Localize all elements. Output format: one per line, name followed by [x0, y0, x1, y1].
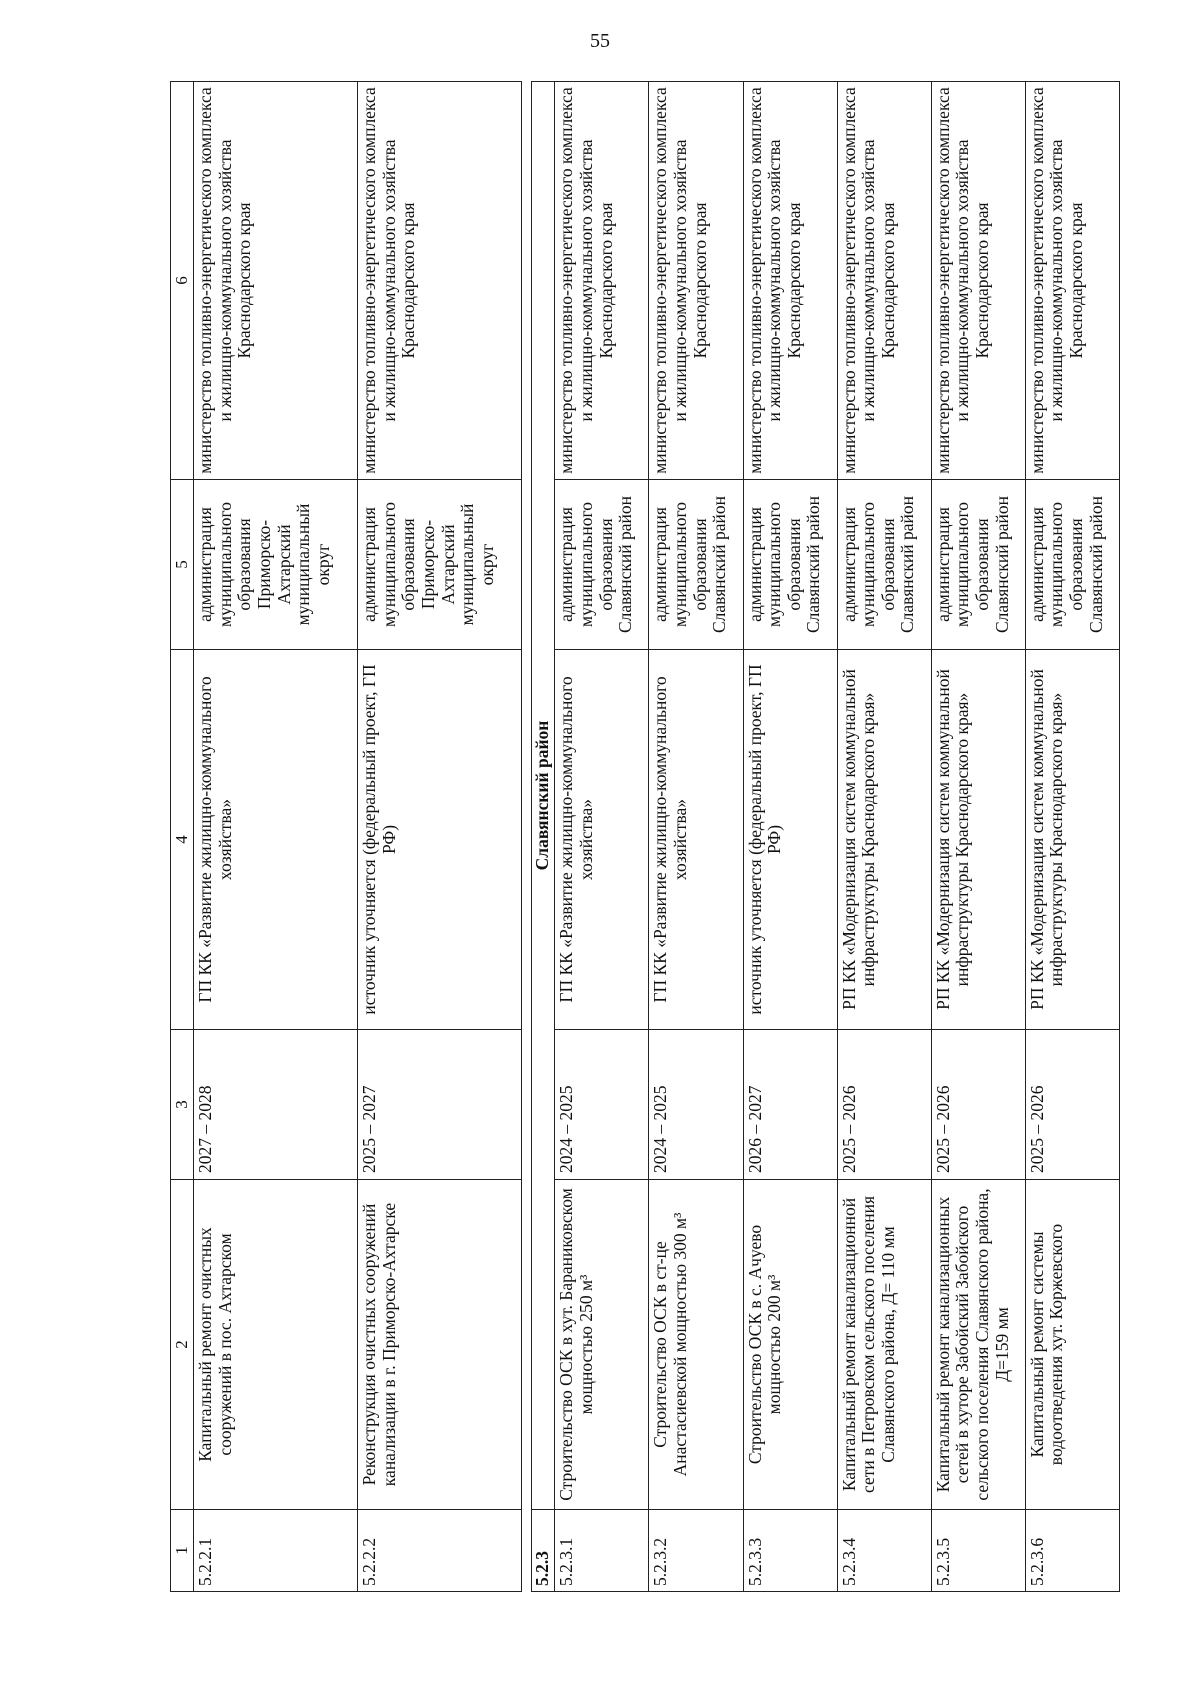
table-row	[931, 82, 1025, 1592]
coordinator: министерство топливно-энергетического комплекса и жилищно-коммунального хозяйства Краснодарского края	[649, 82, 743, 480]
table-row	[555, 82, 649, 1592]
period: 2025 – 2026	[1025, 1030, 1119, 1180]
section-number: 5.2.3	[531, 1510, 555, 1592]
funding-source: РП КК «Модернизация систем коммунальной инфраструктуры Краснодарского края»	[931, 650, 1025, 1030]
measure-name: Строительство ОСК в хут. Бараниковском мощностью 250 м³	[555, 1180, 649, 1510]
funding-source: источник уточняется (федеральный проект, ГП РФ)	[358, 650, 522, 1030]
table-row	[649, 82, 743, 1592]
table-row	[358, 82, 522, 1592]
table-rotation-frame	[170, 82, 1120, 1592]
column-number-6: 6	[171, 82, 194, 480]
row-number: 5.2.2.1	[194, 1510, 358, 1592]
executor: администрация муниципального образования Славянский район	[743, 480, 837, 650]
column-number-3: 3	[171, 1030, 194, 1180]
funding-source: ГП КК «Развитие жилищно-коммунального хозяйства»	[649, 650, 743, 1030]
measure-name: Строительство ОСК в с. Ачуево мощностью 200 м³	[743, 1180, 837, 1510]
period: 2026 – 2027	[743, 1030, 837, 1180]
table-row	[194, 82, 358, 1592]
column-number-2: 2	[171, 1180, 194, 1510]
coordinator: министерство топливно-энергетического комплекса и жилищно-коммунального хозяйства Краснодарского края	[837, 82, 931, 480]
measure-name: Капитальный ремонт очистных сооружений в пос. Ахтарском	[194, 1180, 358, 1510]
executor: администрация муниципального образования Славянский район	[649, 480, 743, 650]
table-row	[837, 82, 931, 1592]
row-number: 5.2.3.3	[743, 1510, 837, 1592]
table-row	[1025, 82, 1119, 1592]
row-number: 5.2.3.6	[1025, 1510, 1119, 1592]
funding-source: ГП КК «Развитие жилищно-коммунального хозяйства»	[194, 650, 358, 1030]
row-number: 5.2.3.4	[837, 1510, 931, 1592]
period: 2025 – 2026	[837, 1030, 931, 1180]
funding-source: РП КК «Модернизация систем коммунальной инфраструктуры Краснодарского края»	[837, 650, 931, 1030]
coordinator: министерство топливно-энергетического комплекса и жилищно-коммунального хозяйства Краснодарского края	[931, 82, 1025, 480]
measure-name: Капитальный ремонт канализационных сетей в хуторе Забойский Забойского сельского поселения Славянского района, Д=159 мм	[931, 1180, 1025, 1510]
coordinator: министерство топливно-энергетического комплекса и жилищно-коммунального хозяйства Краснодарского края	[555, 82, 649, 480]
period: 2027 – 2028	[194, 1030, 358, 1180]
coordinator: министерство топливно-энергетического комплекса и жилищно-коммунального хозяйства Краснодарского края	[1025, 82, 1119, 480]
row-number: 5.2.3.1	[555, 1510, 649, 1592]
row-number: 5.2.3.2	[649, 1510, 743, 1592]
column-number-4: 4	[171, 650, 194, 1030]
period: 2024 – 2025	[649, 1030, 743, 1180]
period: 2025 – 2027	[358, 1030, 522, 1180]
period: 2025 – 2026	[931, 1030, 1025, 1180]
column-number-5: 5	[171, 480, 194, 650]
executor: администрация муниципального образования Славянский район	[931, 480, 1025, 650]
funding-source: РП КК «Модернизация систем коммунальной инфраструктуры Краснодарского края»	[1025, 650, 1119, 1030]
table-gap	[522, 82, 532, 1592]
column-number-1: 1	[171, 1510, 194, 1592]
executor: администрация муниципального образования Славянский район	[837, 480, 931, 650]
coordinator: министерство топливно-энергетического комплекса и жилищно-коммунального хозяйства Краснодарского края	[358, 82, 522, 480]
program-measures-table	[170, 81, 1120, 1592]
section-title: Славянский район	[531, 82, 555, 1510]
period: 2024 – 2025	[555, 1030, 649, 1180]
section-row	[531, 82, 555, 1592]
measure-name: Реконструкция очистных сооружений канализации в г. Приморско-Ахтарске	[358, 1180, 522, 1510]
header-row	[171, 82, 194, 1592]
funding-source: источник уточняется (федеральный проект, ГП РФ)	[743, 650, 837, 1030]
executor: администрация муниципального образования Приморско-Ахтарский муниципальный округ	[358, 480, 522, 650]
measure-name: Капитальный ремонт системы водоотведения хут. Коржевского	[1025, 1180, 1119, 1510]
table-row	[743, 82, 837, 1592]
row-number: 5.2.3.5	[931, 1510, 1025, 1592]
table-rotated-container	[170, 82, 1120, 1592]
executor: администрация муниципального образования Приморско-Ахтарский муниципальный округ	[194, 480, 358, 650]
measure-name: Капитальный ремонт канализационной сети в Петровском сельского поселения Славянского района, Д= 110 мм	[837, 1180, 931, 1510]
row-number: 5.2.2.2	[358, 1510, 522, 1592]
executor: администрация муниципального образования Славянский район	[1025, 480, 1119, 650]
coordinator: министерство топливно-энергетического комплекса и жилищно-коммунального хозяйства Краснодарского края	[743, 82, 837, 480]
funding-source: ГП КК «Развитие жилищно-коммунального хозяйства»	[555, 650, 649, 1030]
coordinator: министерство топливно-энергетического комплекса и жилищно-коммунального хозяйства Краснодарского края	[194, 82, 358, 480]
executor: администрация муниципального образования Славянский район	[555, 480, 649, 650]
measure-name: Строительство ОСК в ст-це Анастасиевской мощностью 300 м³	[649, 1180, 743, 1510]
page-number: 55	[590, 30, 610, 52]
